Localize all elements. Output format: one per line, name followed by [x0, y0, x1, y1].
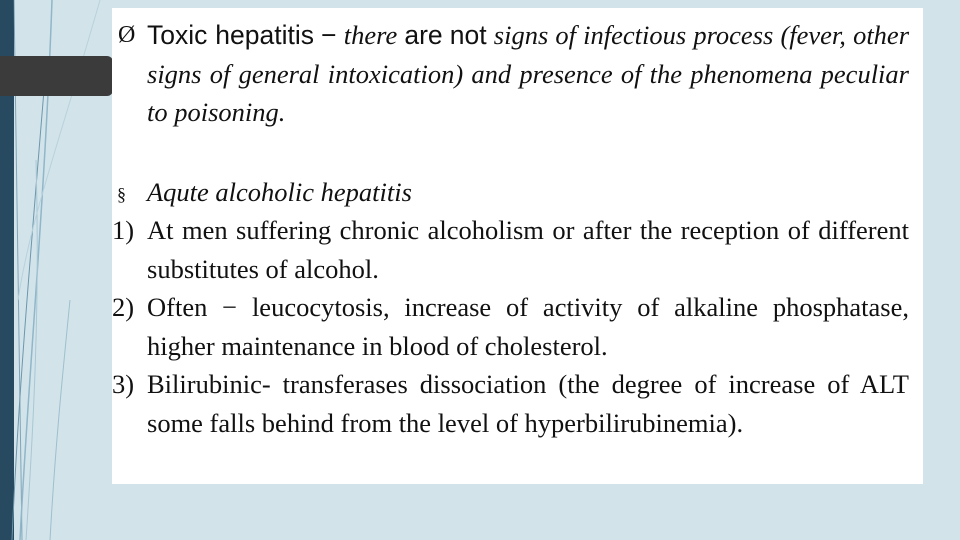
toxic-word-are: are [404, 20, 443, 50]
toxic-dash: − [321, 20, 337, 50]
toxic-title: Toxic hepatitis [147, 20, 314, 50]
list-item [112, 211, 909, 288]
list-item [112, 288, 909, 365]
list-item-number: 1) [112, 215, 135, 245]
square-bullet-icon: § [117, 184, 126, 204]
toxic-word-not: not [449, 20, 487, 50]
arrow-bullet-icon: Ø [118, 22, 136, 48]
aqute-heading [117, 173, 909, 212]
dark-tab-decoration [0, 56, 113, 96]
list-item [112, 365, 909, 442]
toxic-text-part2: signs of infectious process (fever, other signs of general intoxication) and presence of the phenomena peculiar to poisoning. [147, 20, 910, 127]
list-item-number: 2) [112, 292, 135, 322]
aqute-heading-text: Aqute alcoholic hepatitis [147, 177, 412, 207]
list-item-text: Often − leucocytosis, increase of activity of alkaline phosphatase, higher maintenance in blood of cholesterol. [147, 292, 909, 361]
toxic-hepatitis-paragraph [118, 16, 910, 132]
list-item-number: 3) [112, 369, 135, 399]
slide-content-panel [112, 8, 923, 484]
list-item-text: Bilirubinic- transferases dissociation (the degree of increase of ALT some falls behind from the level of hyperbilirubinemia). [147, 369, 909, 438]
list-item-text: At men suffering chronic alcoholism or after the reception of different substitutes of alcohol. [147, 215, 909, 284]
toxic-text-part1: there [343, 20, 398, 50]
